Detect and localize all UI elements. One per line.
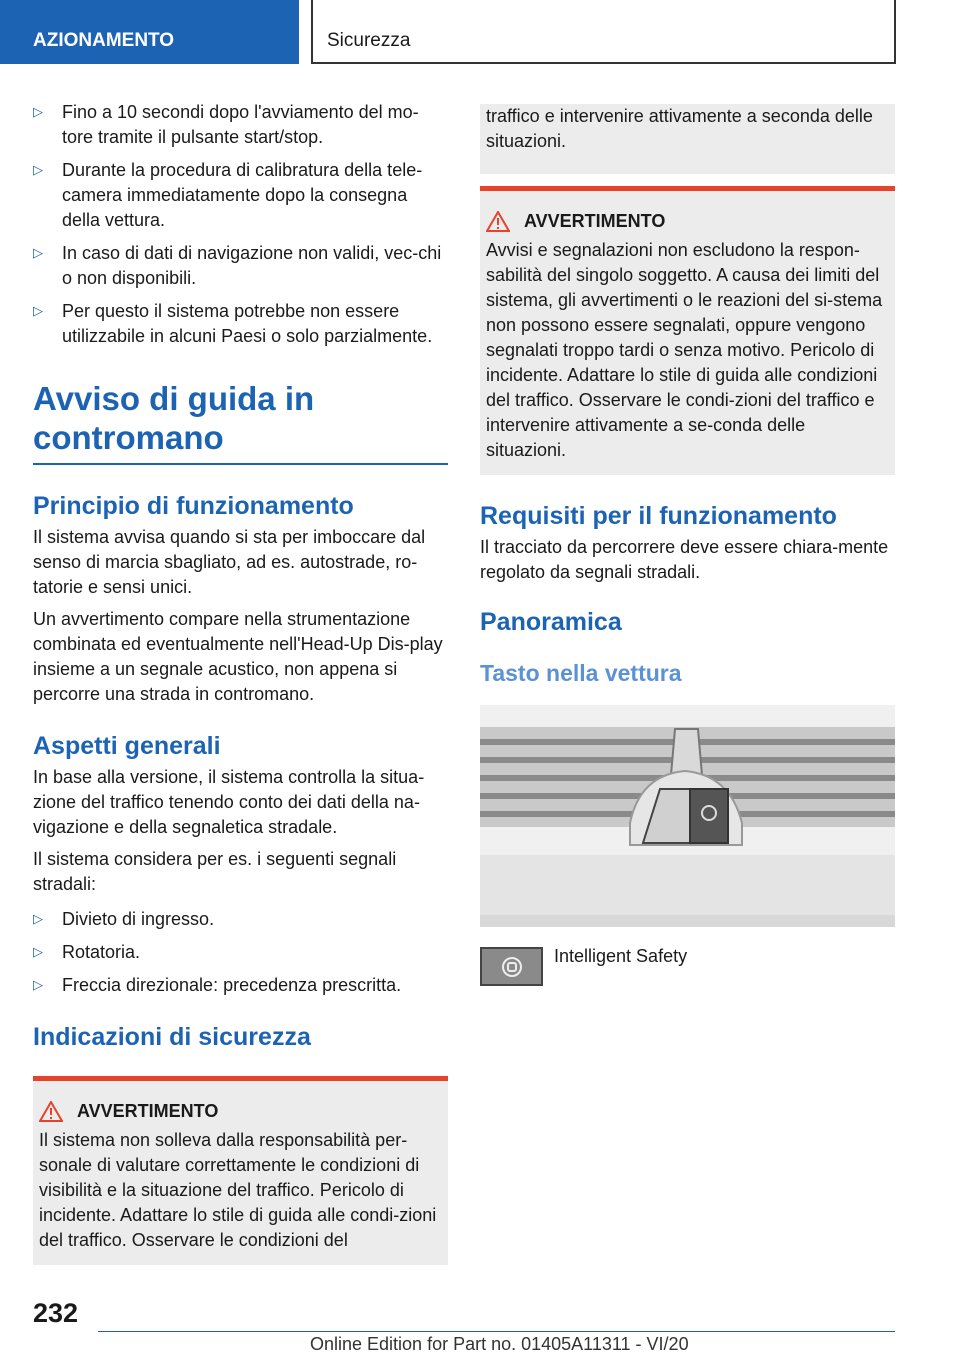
warning-header xyxy=(486,211,889,232)
warning-header xyxy=(39,1101,442,1122)
overview-heading: Panoramica xyxy=(480,608,622,636)
triangle-bullet-icon: ▷ xyxy=(33,977,43,992)
warning-triangle-icon xyxy=(486,211,510,232)
right-column xyxy=(480,104,895,986)
triangle-bullet-icon: ▷ xyxy=(33,104,43,119)
triangle-bullet-icon: ▷ xyxy=(33,245,43,260)
section-title: Avviso di guida in contromano xyxy=(33,379,448,465)
footer-divider xyxy=(98,1331,895,1332)
warning-box-continued xyxy=(480,104,895,174)
road-signs-list xyxy=(33,907,448,998)
list-item: ▷ Freccia direzionale: precedenza prescritta. xyxy=(33,975,402,995)
triangle-bullet-icon: ▷ xyxy=(33,944,43,959)
intelligent-safety-label: Intelligent Safety xyxy=(554,946,688,966)
warning-text: Avvisi e segnalazioni non escludono la respon-sabilità del singolo soggetto. A causa dei limiti del sistema, gli avvertimenti o le reazioni del si-stema non possono essere segnalati, oppure vengono segnalati troppo tardi o senza motivo. Pericolo di incidente. Adattare lo stile di guida alle condizioni del traffico. Osservare le condi-zioni del traffico e intervenire attivamente a se-conda delle situazioni. xyxy=(486,240,883,460)
list-item: ▷ Per questo il sistema potrebbe non essere utilizzabile in alcuni Paesi o solo parzialmente. xyxy=(33,301,433,346)
warning-label: AVVERTIMENTO xyxy=(524,211,666,231)
principle-paragraph-1: Il sistema avvisa quando si sta per imboccare dal senso di marcia sbagliato, ad es. autostrade, ro-tatorie e sensi unici. xyxy=(33,527,426,597)
conditions-list xyxy=(33,100,448,349)
list-item: ▷ Rotatoria. xyxy=(33,942,141,962)
principle-paragraph-2: Un avvertimento compare nella strumentazione combinata ed eventualmente nell'Head-Up Dis-play insieme a un segnale acustico, non appena si percorre una strada in contromano. xyxy=(33,609,443,704)
warning-text: Il sistema non solleva dalla responsabilità per-sonale di valutare correttamente le condizioni di visibilità e la situazione del traffico. Pericolo di incidente. Adattare lo stile di guida alle condi-zioni del traffico. Osservare le condizioni del xyxy=(39,1130,437,1250)
header-chapter-title: Sicurezza xyxy=(311,0,896,64)
triangle-bullet-icon: ▷ xyxy=(33,303,43,318)
list-item: ▷ In caso di dati di navigazione non validi, vec-chi o non disponibili. xyxy=(33,243,442,288)
button-in-car-heading: Tasto nella vettura xyxy=(480,660,682,686)
safety-heading: Indicazioni di sicurezza xyxy=(33,1023,311,1051)
header-section-tab[interactable]: AZIONAMENTO xyxy=(0,0,299,64)
general-paragraph-2: Il sistema considera per es. i seguenti segnali stradali: xyxy=(33,849,397,894)
requirements-paragraph: Il tracciato da percorrere deve essere chiara-mente regolato da segnali stradali. xyxy=(480,537,889,582)
list-item: ▷ Durante la procedura di calibratura della tele-camera immediatamente dopo la consegna della vettura. xyxy=(33,160,423,230)
list-item: ▷ Divieto di ingresso. xyxy=(33,909,215,929)
principle-heading: Principio di funzionamento xyxy=(33,492,354,520)
button-photo xyxy=(480,705,895,927)
general-heading: Aspetti generali xyxy=(33,732,221,760)
car-console-illustration xyxy=(480,705,895,927)
left-column xyxy=(33,100,448,1265)
triangle-bullet-icon: ▷ xyxy=(33,162,43,177)
warning-box xyxy=(33,1076,448,1265)
page-number: 232 xyxy=(33,1298,79,1328)
intelligent-safety-button-icon xyxy=(480,947,543,986)
warning-box xyxy=(480,186,895,475)
warning-triangle-icon xyxy=(39,1101,63,1122)
car-shield-icon xyxy=(501,956,523,978)
list-item: ▷ Fino a 10 secondi dopo l'avviamento del mo-tore tramite il pulsante start/stop. xyxy=(33,102,419,147)
requirements-heading: Requisiti per il funzionamento xyxy=(480,502,837,530)
button-legend xyxy=(480,947,895,986)
footer-edition-text: Online Edition for Part no. 01405A11311 - VI/20 xyxy=(310,1334,689,1354)
warning-text-continued: traffico e intervenire attivamente a seconda delle situazioni. xyxy=(486,106,873,151)
warning-label: AVVERTIMENTO xyxy=(77,1101,219,1121)
general-paragraph-1: In base alla versione, il sistema controlla la situa-zione del traffico tenendo conto dei dati della na-vigazione e della segnaletica stradale. xyxy=(33,767,425,837)
triangle-bullet-icon: ▷ xyxy=(33,911,43,926)
